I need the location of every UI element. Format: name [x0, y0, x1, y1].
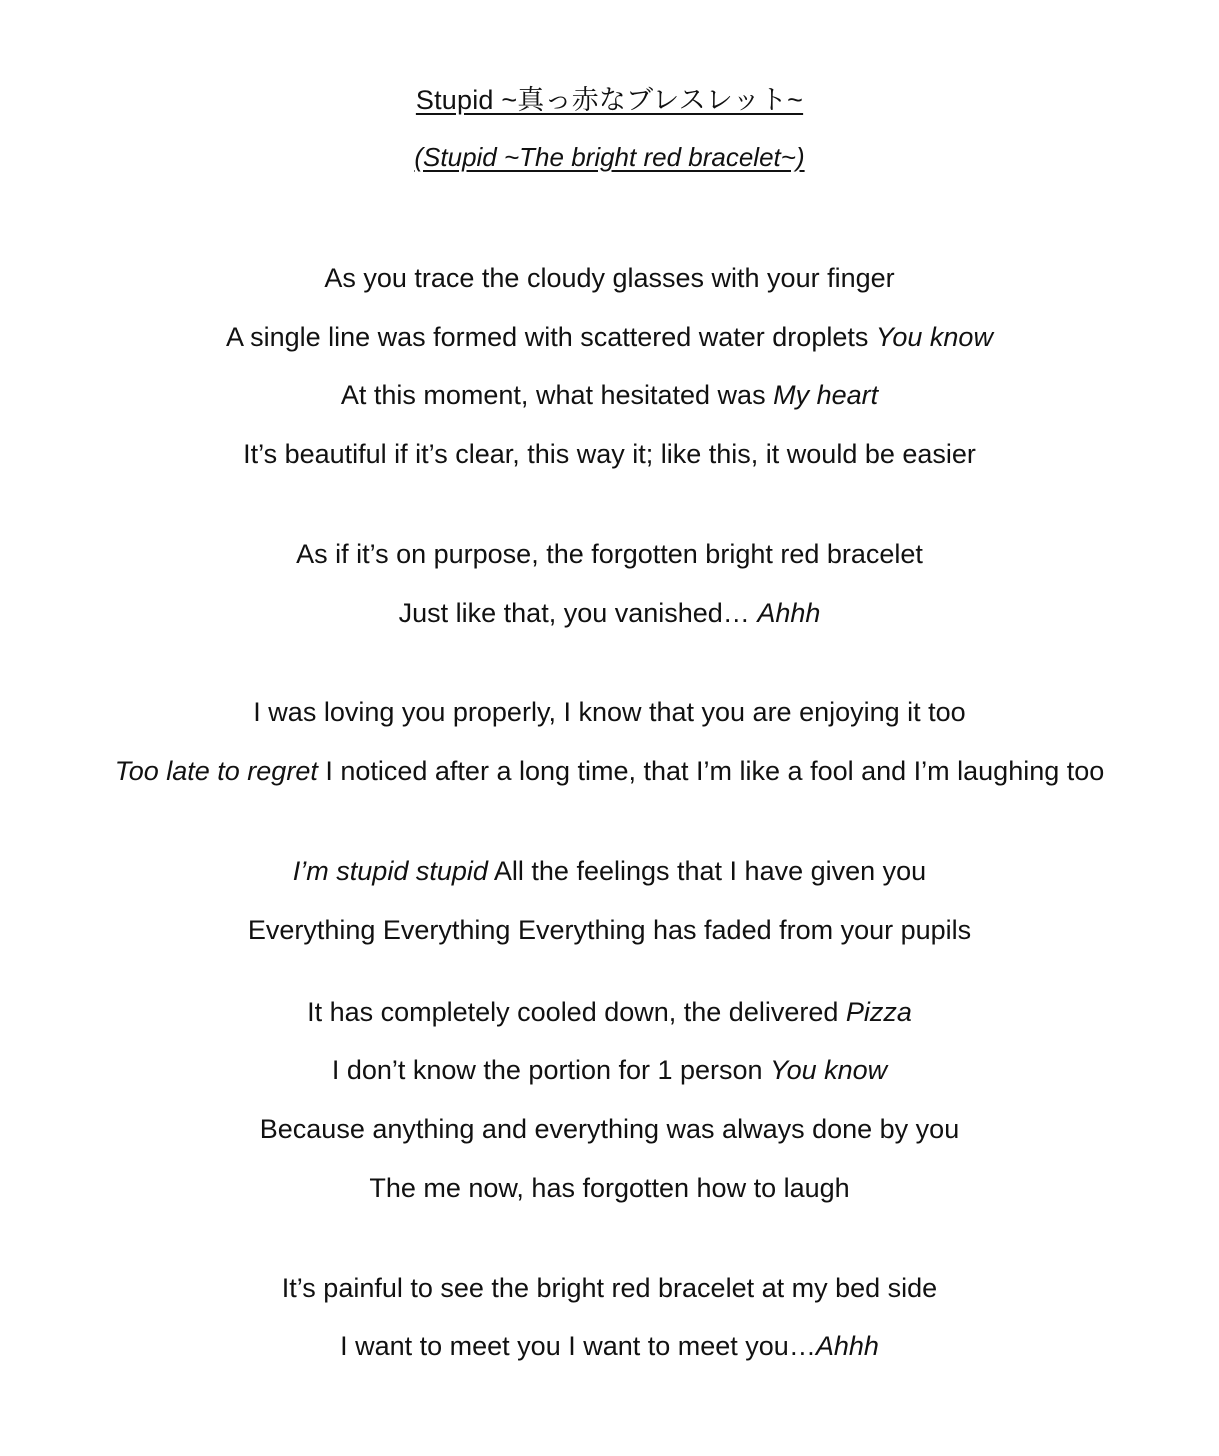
song-subtitle: (Stupid ~The bright red bracelet~): [414, 142, 805, 172]
lyric-line: Too late to regret I noticed after a long time, that I’m like a fool and I’m laughing too: [114, 756, 1105, 786]
lyric-line: Just like that, you vanished… Ahhh: [398, 598, 821, 628]
lyric-line: I’m stupid stupid All the feelings that I have given you: [292, 856, 927, 886]
lyric-line: I was loving you properly, I know that you are enjoying it too: [253, 697, 966, 727]
lyric-line: Because anything and everything was always done by you: [259, 1114, 960, 1144]
song-title: Stupid ~真っ赤なブレスレット~: [415, 85, 804, 115]
lyric-line: It has completely cooled down, the delivered Pizza: [307, 997, 912, 1027]
lyric-line: Everything Everything Everything has faded from your pupils: [247, 915, 972, 945]
lyric-line: As you trace the cloudy glasses with your finger: [324, 263, 895, 293]
lyric-line: The me now, has forgotten how to laugh: [369, 1173, 850, 1203]
lyric-line: I don’t know the portion for 1 person You know: [331, 1055, 888, 1085]
lyric-line: As if it’s on purpose, the forgotten bright red bracelet: [296, 539, 923, 569]
lyric-line: A single line was formed with scattered water droplets You know: [226, 322, 993, 352]
lyric-line: I want to meet you I want to meet you…Ahhh: [340, 1331, 879, 1361]
lyric-line: At this moment, what hesitated was My heart: [340, 380, 879, 410]
lyric-line: It’s painful to see the bright red bracelet at my bed side: [281, 1273, 938, 1303]
lyric-line: It’s beautiful if it’s clear, this way it; like this, it would be easier: [243, 439, 976, 469]
